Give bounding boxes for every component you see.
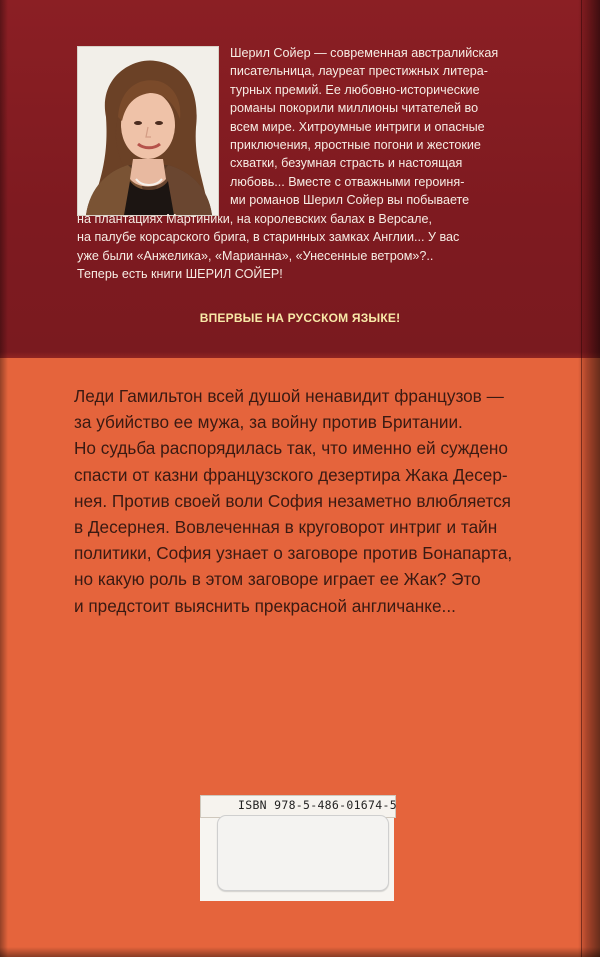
bio-line: ми романов Шерил Сойер вы побываете — [230, 193, 470, 208]
blurb-line: в Десернея. Вовлеченная в круговорот интриг и тайн — [74, 517, 498, 538]
blurb-line: за убийство ее мужа, за войну против Британии. — [74, 412, 463, 433]
bio-line: приключения, яростные погони и жестокие — [230, 138, 481, 153]
book-blurb — [74, 383, 560, 619]
barcode-sticker — [217, 815, 389, 891]
cover-left-edge — [0, 0, 8, 957]
bio-line: уже были «Анжелика», «Марианна», «Унесенные ветром»?.. — [77, 248, 434, 263]
blurb-line: и предстоит выяснить прекрасной англичанке... — [74, 595, 456, 616]
bio-line: романы покорили миллионы читателей во — [230, 101, 479, 116]
author-bio-wrapped — [230, 44, 558, 210]
spine-crease — [581, 0, 582, 957]
bio-line: на палубе корсарского брига, в старинных замках Англии... У вас — [77, 230, 460, 245]
isbn-number: ISBN 978-5-486-01674-5 — [238, 798, 397, 812]
blurb-line: Леди Гамильтон всей душой ненавидит французов — — [74, 386, 504, 406]
bio-line: писательница, лауреат престижных литера- — [230, 64, 488, 79]
bio-line: Теперь есть книги ШЕРИЛ СОЙЕР! — [77, 267, 283, 282]
tagline: ВПЕРВЫЕ НА РУССКОМ ЯЗЫКЕ! — [199, 311, 401, 325]
author-photo — [77, 46, 219, 216]
bio-line: любовь... Вместе с отважными героиня- — [230, 174, 465, 189]
bio-line: на плантациях Мартиники, на королевских балах в Версале, — [77, 212, 432, 226]
blurb-line: Но судьба распорядилась так, что именно ей суждено — [74, 438, 508, 459]
bio-line: схватки, безумная страсть и настоящая — [230, 156, 463, 171]
cover-bottom-edge — [0, 947, 600, 957]
blurb-line: нея. Против своей воли София незаметно влюбляется — [74, 490, 511, 511]
author-portrait-image — [78, 47, 218, 215]
author-bio-full — [77, 210, 557, 284]
blurb-line: спасти от казни французского дезертира Жака Десер- — [74, 464, 508, 485]
bio-line: турных премий. Ее любовно-исторические — [230, 82, 480, 97]
bio-line: всем мире. Хитроумные интриги и опасные — [230, 119, 485, 134]
bio-line: Шерил Сойер — современная австралийская — [230, 46, 499, 60]
blurb-line: политики, София узнает о заговоре против Бонапарта, — [74, 543, 513, 564]
blurb-line: но какую роль в этом заговоре играет ее Жак? Это — [74, 569, 481, 590]
